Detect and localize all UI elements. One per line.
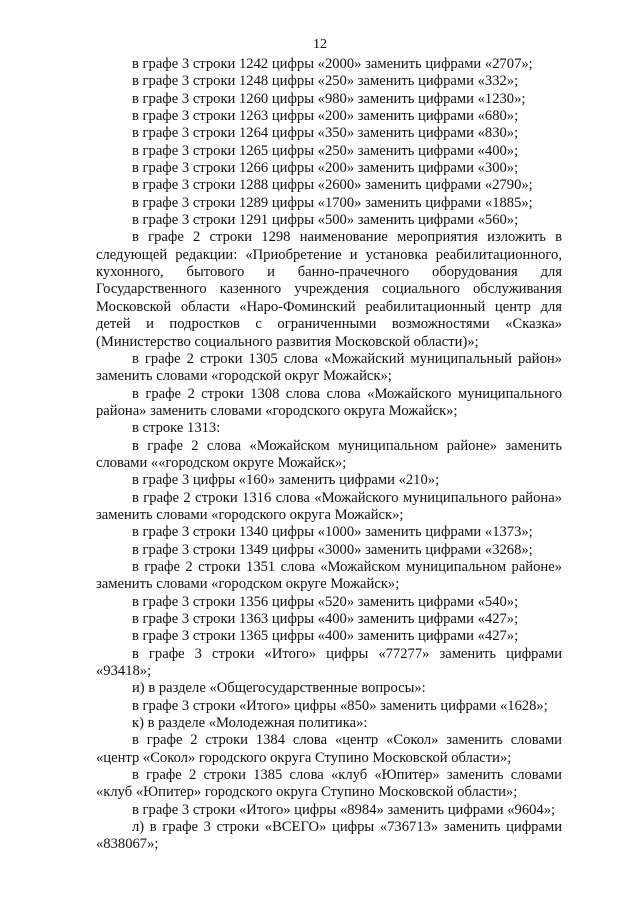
- paragraph: в графе 3 строки «Итого» цифры «77277» заменить цифрами «93418»;: [96, 645, 562, 680]
- paragraph: в графе 2 строки 1298 наименование мероприятия изложить в следующей редакции: «Приобретение и установка реабилитационного, кухонного, бытового и банно-прачечного оборудования для Государственного казенного учреждения социального обслуживания Московской области «Наро-Фоминский реабилитационный центр для детей и подростков с ограниченными возможностями «Сказка» (Министерство социального развития Московской области)»;: [96, 229, 562, 350]
- paragraph: в графе 3 строки 1363 цифры «400» заменить цифрами «427»;: [132, 611, 519, 627]
- paragraph: в графе 3 строки 1260 цифры «980» заменить цифрами «1230»;: [132, 90, 526, 107]
- paragraph: л) в графе 3 строки «ВСЕГО» цифры «736713» заменить цифрами «838067»;: [96, 819, 562, 853]
- paragraph: в графе 3 строки 1266 цифры «200» заменить цифрами «300»;: [132, 160, 519, 177]
- paragraph: в графе 3 цифры «160» заменить цифрами «210»;: [132, 472, 440, 489]
- paragraph: в графе 2 строки 1384 слова «центр «Сокол» заменить словами «центр «Сокол» городского округа Ступино Московской области»;: [96, 732, 562, 766]
- paragraph: в графе 3 строки 1356 цифры «520» заменить цифрами «540»;: [132, 593, 519, 610]
- paragraph: в графе 3 строки 1288 цифры «2600» заменить цифрами «2790»;: [132, 177, 533, 194]
- paragraph: в графе 3 строки 1265 цифры «250» заменить цифрами «400»;: [132, 142, 519, 159]
- paragraph: в графе 2 строки 1305 слова «Можайский муниципальный район» заменить словами «городской округ Можайск»;: [96, 350, 562, 385]
- paragraph: в графе 3 строки 1263 цифры «200» заменить цифрами «680»;: [132, 108, 519, 125]
- section-heading: к) в разделе «Молодежная политика»:: [132, 715, 368, 732]
- paragraph: в графе 3 строки «Итого» цифры «850» заменить цифрами «1628»;: [132, 697, 548, 714]
- paragraph: в графе 3 строки 1340 цифры «1000» заменить цифрами «1373»;: [132, 524, 533, 541]
- paragraph: в графе 2 строки 1308 слова слова «Можайского муниципального района» заменить словами «городского округа Можайск»;: [96, 385, 562, 419]
- paragraph: в графе 3 строки 1264 цифры «350» заменить цифрами «830»;: [132, 125, 519, 142]
- paragraph: в графе 3 строки 1349 цифры «3000» заменить цифрами «3268»;: [132, 541, 533, 558]
- section-heading: и) в разделе «Общегосударственные вопросы»:: [132, 680, 426, 697]
- paragraph: в графе 2 строки 1351 слова «Можайском муниципальном районе» заменить словами «городском округе Можайск»;: [96, 558, 562, 593]
- paragraph: в графе 3 строки 1242 цифры «2000» заменить цифрами «2707»;: [132, 56, 533, 72]
- paragraph: в графе 3 строки «Итого» цифры «8984» заменить цифрами «9604»;: [132, 801, 556, 818]
- page-number: 12: [313, 37, 327, 52]
- paragraph: в графе 2 слова «Можайском муниципальном районе» заменить словами ««городском округе Можайск»;: [96, 437, 562, 471]
- paragraph: в графе 3 строки 1365 цифры «400» заменить цифрами «427»;: [132, 628, 519, 645]
- paragraph: в графе 3 строки 1248 цифры «250» заменить цифрами «332»;: [132, 73, 519, 90]
- paragraph: в графе 2 строки 1385 слова «клуб «Юпитер» заменить словами «клуб «Юпитер» городского округа Ступино Московской области»;: [96, 767, 562, 801]
- paragraph: в графе 3 строки 1289 цифры «1700» заменить цифрами «1885»;: [132, 194, 533, 211]
- paragraph: в строке 1313:: [132, 420, 221, 437]
- paragraph: в графе 2 строки 1316 слова «Можайского муниципального района» заменить словами «городского округа Можайск»;: [96, 489, 562, 523]
- document-body: [96, 56, 562, 854]
- paragraph: в графе 3 строки 1291 цифры «500» заменить цифрами «560»;: [132, 212, 519, 229]
